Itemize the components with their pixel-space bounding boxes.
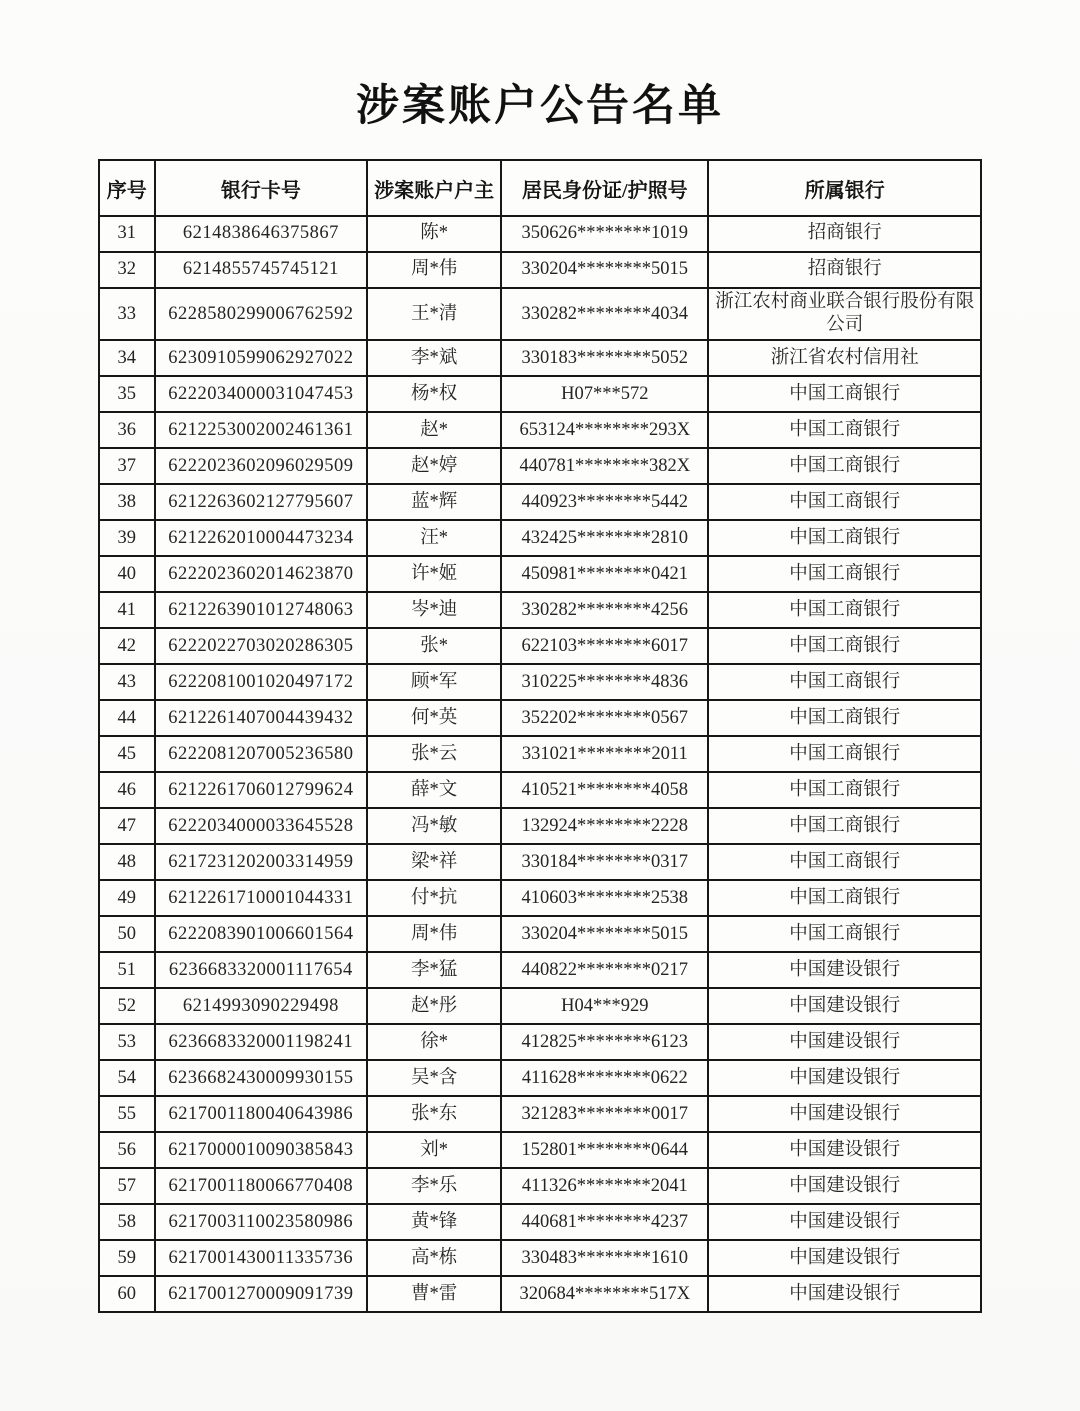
table-row [99, 772, 981, 808]
cell-index: 55 [99, 1096, 155, 1132]
cell-card-number: 6236683320001117654 [155, 952, 368, 988]
cell-id-number: H04***929 [501, 988, 708, 1024]
cell-account-holder: 蓝*辉 [367, 484, 501, 520]
cell-card-number: 6214993090229498 [155, 988, 368, 1024]
cell-index: 34 [99, 340, 155, 376]
cell-index: 45 [99, 736, 155, 772]
column-header-no: 序号 [99, 160, 155, 216]
cell-card-number: 6212261710001044331 [155, 880, 368, 916]
cell-account-holder: 薛*文 [367, 772, 501, 808]
cell-id-number: 330282********4034 [501, 288, 708, 340]
table-row [99, 628, 981, 664]
cell-card-number: 6212262010004473234 [155, 520, 368, 556]
table-row [99, 700, 981, 736]
cell-bank: 中国建设银行 [708, 1024, 981, 1060]
cell-bank: 中国工商银行 [708, 664, 981, 700]
cell-account-holder: 王*清 [367, 288, 501, 340]
table-row [99, 808, 981, 844]
cell-bank: 中国工商银行 [708, 520, 981, 556]
cell-id-number: 330204********5015 [501, 916, 708, 952]
cell-index: 46 [99, 772, 155, 808]
cell-id-number: 622103********6017 [501, 628, 708, 664]
cell-id-number: 411628********0622 [501, 1060, 708, 1096]
cell-account-holder: 李*猛 [367, 952, 501, 988]
cell-id-number: 653124********293X [501, 412, 708, 448]
table-header [99, 160, 981, 216]
table-row [99, 520, 981, 556]
table-row [99, 1132, 981, 1168]
cell-bank: 中国建设银行 [708, 1096, 981, 1132]
cell-account-holder: 徐* [367, 1024, 501, 1060]
cell-card-number: 6217001430011335736 [155, 1240, 368, 1276]
cell-index: 40 [99, 556, 155, 592]
cell-id-number: 132924********2228 [501, 808, 708, 844]
table-row [99, 1168, 981, 1204]
cell-bank: 中国建设银行 [708, 1168, 981, 1204]
cell-id-number: 440781********382X [501, 448, 708, 484]
table-row [99, 448, 981, 484]
cell-id-number: 320684********517X [501, 1276, 708, 1312]
cell-index: 59 [99, 1240, 155, 1276]
cell-card-number: 6212253002002461361 [155, 412, 368, 448]
table-row [99, 988, 981, 1024]
cell-index: 52 [99, 988, 155, 1024]
cell-account-holder: 赵* [367, 412, 501, 448]
cell-account-holder: 张*云 [367, 736, 501, 772]
cell-account-holder: 刘* [367, 1132, 501, 1168]
cell-bank: 中国工商银行 [708, 700, 981, 736]
table-row [99, 1204, 981, 1240]
cell-account-holder: 张*东 [367, 1096, 501, 1132]
cell-card-number: 6222081207005236580 [155, 736, 368, 772]
cell-bank: 招商银行 [708, 216, 981, 252]
cell-card-number: 6217001270009091739 [155, 1276, 368, 1312]
cell-id-number: 440822********0217 [501, 952, 708, 988]
table-row [99, 844, 981, 880]
cell-card-number: 6230910599062927022 [155, 340, 368, 376]
cell-id-number: 330184********0317 [501, 844, 708, 880]
cell-card-number: 6217000010090385843 [155, 1132, 368, 1168]
cell-id-number: 412825********6123 [501, 1024, 708, 1060]
cell-bank: 中国工商银行 [708, 412, 981, 448]
cell-card-number: 6217001180066770408 [155, 1168, 368, 1204]
cell-account-holder: 张* [367, 628, 501, 664]
cell-id-number: 310225********4836 [501, 664, 708, 700]
cell-index: 32 [99, 252, 155, 288]
table-row [99, 1060, 981, 1096]
column-header-card: 银行卡号 [155, 160, 368, 216]
cell-index: 33 [99, 288, 155, 340]
cell-account-holder: 梁*祥 [367, 844, 501, 880]
table-row [99, 484, 981, 520]
table-row [99, 736, 981, 772]
table-row [99, 288, 981, 340]
cell-id-number: 330183********5052 [501, 340, 708, 376]
table-row [99, 916, 981, 952]
cell-bank: 中国建设银行 [708, 1204, 981, 1240]
cell-bank: 招商银行 [708, 252, 981, 288]
cell-bank: 浙江省农村信用社 [708, 340, 981, 376]
cell-id-number: 152801********0644 [501, 1132, 708, 1168]
cell-index: 37 [99, 448, 155, 484]
cell-bank: 中国建设银行 [708, 1060, 981, 1096]
cell-account-holder: 顾*军 [367, 664, 501, 700]
cell-id-number: 450981********0421 [501, 556, 708, 592]
cell-card-number: 6222022703020286305 [155, 628, 368, 664]
cell-id-number: 330204********5015 [501, 252, 708, 288]
cell-bank: 中国工商银行 [708, 484, 981, 520]
cell-index: 60 [99, 1276, 155, 1312]
cell-account-holder: 赵*彤 [367, 988, 501, 1024]
cell-index: 58 [99, 1204, 155, 1240]
accounts-table [98, 159, 982, 1313]
page-title: 涉案账户公告名单 [356, 83, 724, 130]
table-row [99, 412, 981, 448]
cell-bank: 中国工商银行 [708, 736, 981, 772]
table-row [99, 556, 981, 592]
cell-account-holder: 曹*雷 [367, 1276, 501, 1312]
cell-index: 56 [99, 1132, 155, 1168]
table-row [99, 376, 981, 412]
cell-index: 35 [99, 376, 155, 412]
cell-card-number: 6228580299006762592 [155, 288, 368, 340]
cell-index: 39 [99, 520, 155, 556]
cell-account-holder: 赵*婷 [367, 448, 501, 484]
cell-card-number: 6217001180040643986 [155, 1096, 368, 1132]
cell-bank: 浙江农村商业联合银行股份有限公司 [708, 288, 981, 340]
table-row [99, 880, 981, 916]
cell-index: 42 [99, 628, 155, 664]
cell-card-number: 6214855745745121 [155, 252, 368, 288]
cell-id-number: 330282********4256 [501, 592, 708, 628]
table-row [99, 340, 981, 376]
cell-index: 41 [99, 592, 155, 628]
header-row [99, 160, 981, 216]
cell-bank: 中国工商银行 [708, 916, 981, 952]
cell-account-holder: 付*抗 [367, 880, 501, 916]
cell-card-number: 6222034000031047453 [155, 376, 368, 412]
cell-index: 57 [99, 1168, 155, 1204]
cell-account-holder: 黄*锋 [367, 1204, 501, 1240]
cell-bank: 中国建设银行 [708, 1276, 981, 1312]
cell-card-number: 6222034000033645528 [155, 808, 368, 844]
cell-card-number: 6222081001020497172 [155, 664, 368, 700]
cell-card-number: 6222023602014623870 [155, 556, 368, 592]
cell-id-number: 352202********0567 [501, 700, 708, 736]
cell-card-number: 6214838646375867 [155, 216, 368, 252]
cell-index: 54 [99, 1060, 155, 1096]
cell-index: 31 [99, 216, 155, 252]
cell-bank: 中国建设银行 [708, 952, 981, 988]
cell-bank: 中国建设银行 [708, 1240, 981, 1276]
cell-account-holder: 杨*权 [367, 376, 501, 412]
cell-id-number: 350626********1019 [501, 216, 708, 252]
table-row [99, 1240, 981, 1276]
table-row [99, 216, 981, 252]
cell-id-number: 330483********1610 [501, 1240, 708, 1276]
column-header-owner: 涉案账户户主 [367, 160, 501, 216]
cell-bank: 中国工商银行 [708, 592, 981, 628]
cell-card-number: 6236683320001198241 [155, 1024, 368, 1060]
cell-index: 48 [99, 844, 155, 880]
cell-index: 50 [99, 916, 155, 952]
cell-bank: 中国工商银行 [708, 628, 981, 664]
cell-id-number: H07***572 [501, 376, 708, 412]
table-row [99, 252, 981, 288]
cell-index: 53 [99, 1024, 155, 1060]
cell-index: 47 [99, 808, 155, 844]
cell-bank: 中国工商银行 [708, 772, 981, 808]
cell-account-holder: 吴*含 [367, 1060, 501, 1096]
cell-index: 43 [99, 664, 155, 700]
cell-bank: 中国工商银行 [708, 448, 981, 484]
table-body [99, 216, 981, 1312]
cell-card-number: 6222023602096029509 [155, 448, 368, 484]
cell-account-holder: 李*斌 [367, 340, 501, 376]
table-row [99, 952, 981, 988]
cell-account-holder: 何*英 [367, 700, 501, 736]
cell-index: 49 [99, 880, 155, 916]
cell-index: 36 [99, 412, 155, 448]
cell-id-number: 440923********5442 [501, 484, 708, 520]
table-container [98, 159, 982, 1313]
cell-card-number: 6236682430009930155 [155, 1060, 368, 1096]
cell-id-number: 432425********2810 [501, 520, 708, 556]
cell-bank: 中国工商银行 [708, 556, 981, 592]
cell-bank: 中国建设银行 [708, 1132, 981, 1168]
cell-bank: 中国工商银行 [708, 880, 981, 916]
table-row [99, 1024, 981, 1060]
cell-card-number: 6217231202003314959 [155, 844, 368, 880]
cell-id-number: 411326********2041 [501, 1168, 708, 1204]
cell-account-holder: 李*乐 [367, 1168, 501, 1204]
cell-account-holder: 汪* [367, 520, 501, 556]
cell-card-number: 6212263901012748063 [155, 592, 368, 628]
cell-bank: 中国建设银行 [708, 988, 981, 1024]
cell-card-number: 6222083901006601564 [155, 916, 368, 952]
column-header-bank: 所属银行 [708, 160, 981, 216]
cell-account-holder: 高*栋 [367, 1240, 501, 1276]
table-row [99, 592, 981, 628]
cell-id-number: 410603********2538 [501, 880, 708, 916]
cell-account-holder: 陈* [367, 216, 501, 252]
cell-account-holder: 许*姬 [367, 556, 501, 592]
cell-account-holder: 周*伟 [367, 916, 501, 952]
cell-card-number: 6212261407004439432 [155, 700, 368, 736]
cell-account-holder: 周*伟 [367, 252, 501, 288]
cell-id-number: 440681********4237 [501, 1204, 708, 1240]
table-row [99, 664, 981, 700]
cell-card-number: 6212263602127795607 [155, 484, 368, 520]
cell-bank: 中国工商银行 [708, 844, 981, 880]
table-row [99, 1276, 981, 1312]
cell-bank: 中国工商银行 [708, 808, 981, 844]
cell-bank: 中国工商银行 [708, 376, 981, 412]
cell-card-number: 6217003110023580986 [155, 1204, 368, 1240]
column-header-id: 居民身份证/护照号 [501, 160, 708, 216]
cell-index: 51 [99, 952, 155, 988]
cell-index: 38 [99, 484, 155, 520]
cell-account-holder: 岑*迪 [367, 592, 501, 628]
cell-index: 44 [99, 700, 155, 736]
cell-id-number: 321283********0017 [501, 1096, 708, 1132]
cell-id-number: 331021********2011 [501, 736, 708, 772]
table-row [99, 1096, 981, 1132]
cell-id-number: 410521********4058 [501, 772, 708, 808]
cell-account-holder: 冯*敏 [367, 808, 501, 844]
cell-card-number: 6212261706012799624 [155, 772, 368, 808]
